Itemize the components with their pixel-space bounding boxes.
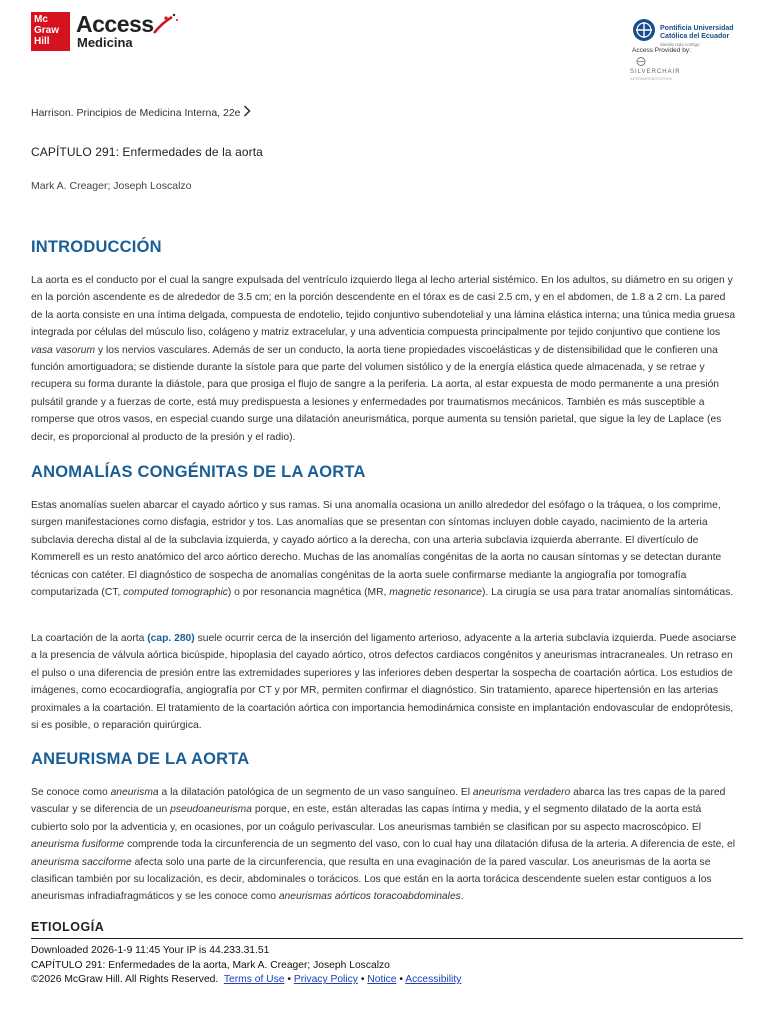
provider-name: SILVERCHAIR: [630, 69, 681, 75]
copyright-line: ©2026 McGraw Hill. All Rights Reserved. Terms of Use • Privacy Policy • Notice • Accessibility: [31, 974, 462, 985]
product-title: Access: [76, 11, 154, 37]
intro-paragraph: La aorta es el conducto por el cual la sangre expulsada del ventrículo izquierdo llega al lecho arterial sistémico. En los adultos, su diámetro en su origen y en la porción ascendente es de alrededor de 3.5 cm; en la porción descendente en el tórax es de casi 2.5 cm, y en el abdomen, de 1.8 a 2 cm. La pared de la aorta consiste en una íntima delgada, compuesta de endotelio, tejido conjuntivo subendotelial y una lámina elástica interna; una túnica media gruesa integrada por células del músculo liso, colágeno y matriz extracelular, y una adventicia compuesta principalmente por tejido conjuntivo que contiene los vasa vasorum y los nervios vasculares. Además de ser un conducto, la aorta tiene propiedades viscoelásticas y de distensibilidad que le confieren una función amortiguadora; se distiende durante la sístole para que parte del volumen sistólico y de la energía elástica quede almacenada, y se retrae y recupera su forma durante la diástole, para que prosiga el flujo de sangre a la periferia. La aorta, al estar expuesta de modo permanente a una presión pulsátil grande y a fuerzas de corte, está muy predispuesta a lesiones y enfermedades por traumatismos mecánicos. También es más susceptible a romperse que otros vasos, en especial cuando surge una dilatación aneurismática, porque aumenta su tensión parietal, que sigue la ley de Laplace (es decir, es proporcional al producto de la presión y el radio).: [31, 275, 736, 443]
download-info: Downloaded 2026-1-9 11:45 Your IP is 44.233.31.51: [31, 945, 270, 956]
mcgraw-hill-logo[interactable]: Mc Graw Hill: [31, 12, 70, 51]
privacy-policy-link[interactable]: Privacy Policy: [293, 974, 358, 985]
congenital-paragraph-1: Estas anomalías suelen abarcar el cayado aórtico y sus ramas. Si una anomalía ocasiona un anillo alrededor del esófago o la tráquea, o los comprime, surgen manifestaciones como disfagia, estridor y tos. Las anomalías que se presentan con síntomas incluyen doble cayado, nacimiento de la arteria subclavia derecha distal al de la subclavia izquierda, y cayado aórtico a la derecha, con una arteria subclavia izquierda aberrante. El divertículo de Kommerell es un resto anatómico del arco aórtico derecho. Muchas de las anomalías congénitas de la aorta no causan síntomas y se detectan durante técnicas con catéter. El diagnóstico de sospecha de anomalías congénitas de la aorta suele confirmarse mediante la angiografía por tomografía computarizada (CT, computed tomographic) o por resonancia magnética (MR, magnetic resonance). La cirugía se usa para tratar anomalías sintomáticas.: [31, 500, 734, 599]
chapter-authors: Mark A. Creager; Joseph Loscalzo: [31, 180, 192, 192]
subsection-heading-etiologia: ETIOLOGÍA: [31, 920, 105, 934]
chapter-title: CAPÍTULO 291: Enfermedades de la aorta: [31, 145, 263, 159]
section-heading-anomalias: ANOMALÍAS CONGÉNITAS DE LA AORTA: [31, 463, 366, 481]
access-provided-label: Access Provided by:: [632, 47, 691, 54]
chevron-right-icon: [243, 105, 251, 117]
product-subtitle: Medicina: [77, 35, 133, 50]
download-footer: [31, 944, 461, 988]
institution-motto: Siendo más contigo: [660, 42, 700, 47]
breadcrumb-book-link[interactable]: Harrison. Principios de Medicina Interna, 22e: [31, 107, 241, 119]
institution-name: Pontificia Universidad Católica del Ecuador: [660, 25, 734, 40]
accessibility-link[interactable]: Accessibility: [405, 974, 462, 985]
section-heading-aneurisma: ANEURISMA DE LA AORTA: [31, 750, 250, 768]
provider-tagline: INFORMATION/SYSTEMS: [630, 77, 672, 81]
breadcrumb[interactable]: [31, 105, 251, 119]
aneurysm-paragraph: Se conoce como aneurisma a la dilatación patológica de un segmento de un vaso sanguíneo. El aneurisma verdadero abarca las tres capas de la pared vascular y se diferencia de un pseudoaneurisma porque, en este, están alteradas las capas íntima y media, y el segmento dilatado de la aorta está cubierto solo por la adventicia y, en ocasiones, por un coágulo perivascular. Los aneurismas también se clasifican por su aspecto macroscópico. El aneurisma fusiforme comprende toda la circunferencia de un segmento del vaso, con lo cual hay una dilatación difusa de la arteria. A diferencia de este, el aneurisma sacciforme afecta solo una parte de la circunferencia, que resulta en una evaginación de la pared vascular. Los aneurismas de la aorta se clasifican también por su localización, es decir, abdominales o torácicos. Los que están en la aorta torácica descendente suelen estar contiguos a los aneurismas infradiafragmáticos y se les conoce como aneurismas aórticos toracoabdominales.: [31, 787, 736, 903]
site-header: [0, 0, 768, 90]
institution-crest-icon: [632, 18, 656, 42]
sparkle-icon: [152, 13, 180, 37]
congenital-paragraph-2: La coartación de la aorta (cap. 280) suele ocurrir cerca de la inserción del ligamento arterioso, adyacente a la arteria subclavia izquierda. Puede asociarse a la presencia de válvula aórtica bicúspide, hipoplasia del cayado aórtico, otros defectos cardiacos congénitos y aneurismas intracraneales. Un retraso en el pulso o una diferencia de presión entre las extremidades superiores y las inferiores deben despertar la sospecha de coartación aórtica. Los estudios de imágenes, como ecocardiografía, angiografía por CT y por MR, permiten confirmar el diagnóstico. Sin tratamiento, aparece hipertensión en las arterias proximales a la coartación. El tratamiento de la coartación aórtica con importancia hemodinámica consiste en implantación endovascular de endoprótesis, si es posible, o reparación quirúrgica.: [31, 633, 737, 732]
access-medicina-logo[interactable]: [76, 12, 154, 50]
terms-of-use-link[interactable]: Terms of Use: [223, 974, 285, 985]
citation-line: CAPÍTULO 291: Enfermedades de la aorta, Mark A. Creager; Joseph Loscalzo: [31, 959, 390, 971]
silverchair-icon: [636, 57, 646, 66]
chapter-crossref-link[interactable]: (cap. 280): [147, 633, 195, 644]
notice-link[interactable]: Notice: [367, 974, 397, 985]
section-heading-introduccion: INTRODUCCIÓN: [31, 238, 162, 256]
footer-divider: [31, 938, 743, 939]
